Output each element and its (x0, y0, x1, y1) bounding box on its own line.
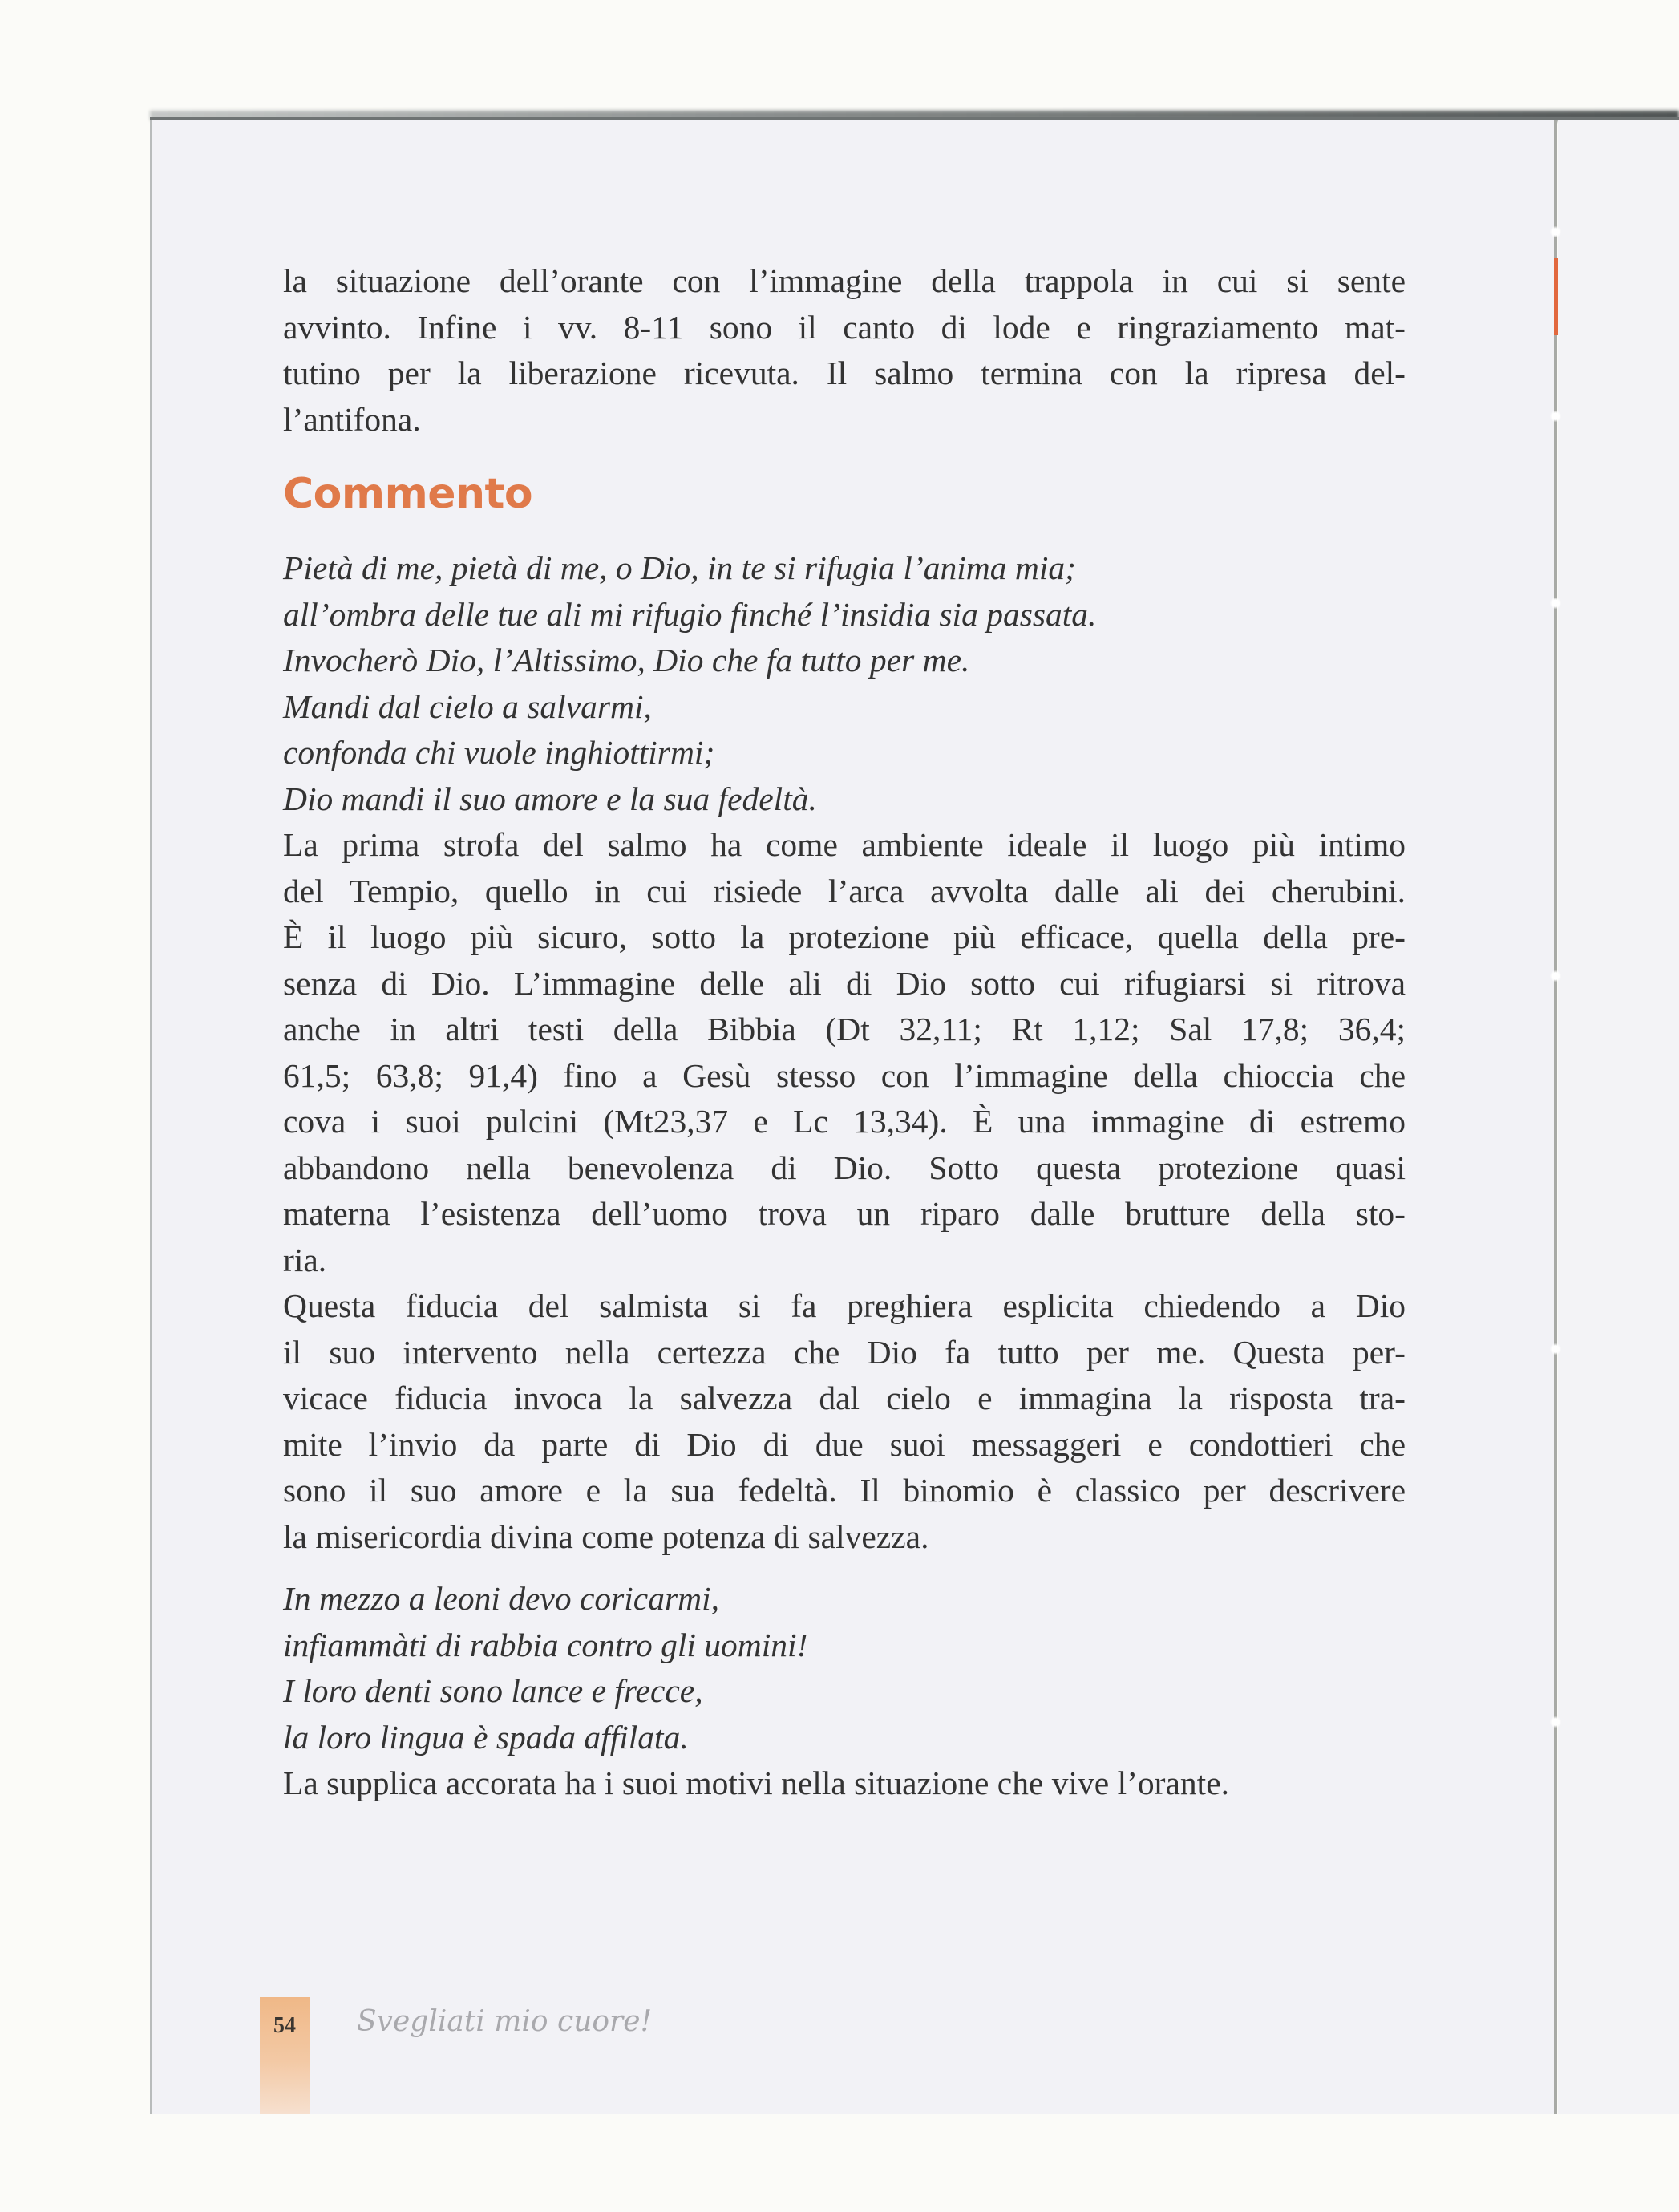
page-number: 54 (273, 2013, 296, 2038)
text-line: l’antifona. (283, 400, 421, 438)
commentary-paragraph (283, 1283, 1406, 1560)
spine-color-tab (1554, 258, 1558, 335)
text-line: del Tempio, quello in cui risiede l’arca avvolta dalle ali dei cherubini. (283, 872, 1406, 910)
verse-line: Mandi dal cielo a salvarmi, (283, 687, 652, 725)
text-line: abbandono nella benevolenza di Dio. Sotto questa protezione quasi (283, 1149, 1406, 1186)
verse-line: I loro denti sono lance e frecce, (283, 1672, 703, 1709)
text-line: tutino per la liberazione ricevuta. Il salmo termina con la ripresa del- (283, 354, 1406, 391)
text-line: mite l’invio da parte di Dio di due suoi messaggeri e condottieri che (283, 1425, 1406, 1463)
page-body (283, 258, 1406, 1807)
binding-stitch (1549, 411, 1562, 422)
commentary-paragraph (283, 1760, 1406, 1807)
text-line: il suo intervento nella certezza che Dio fa tutto per me. Questa per- (283, 1333, 1406, 1371)
verse-line: Invocherò Dio, l’Altissimo, Dio che fa tutto per me. (283, 642, 970, 679)
text-line: la misericordia divina come potenza di salvezza. (283, 1517, 929, 1555)
section-heading: Commento (283, 470, 533, 518)
text-line: sono il suo amore e la sua fedeltà. Il binomio è classico per descrivere (283, 1472, 1406, 1509)
commentary-paragraph (283, 822, 1406, 1283)
text-line: avvinto. Infine i vv. 8-11 sono il canto di lode e ringraziamento mat- (283, 308, 1406, 346)
text-line: Questa fiducia del salmista si fa preghiera esplicita chiedendo a Dio (283, 1287, 1406, 1324)
text-line: ria. (283, 1241, 327, 1278)
binding-stitch (1549, 1343, 1562, 1355)
binding-stitch (1549, 226, 1562, 237)
text-line: 61,5; 63,8; 91,4) fino a Gesù stesso con l’immagine della chioccia che (283, 1056, 1406, 1094)
verse-line: Pietà di me, pietà di me, o Dio, in te si rifugia l’anima mia; (283, 549, 1076, 586)
verse-line: Dio mandi il suo amore e la sua fedeltà. (283, 780, 817, 817)
paragraph-spacer (283, 1560, 1406, 1576)
verse-line: infiammàti di rabbia contro gli uomini! (283, 1626, 808, 1663)
text-line: materna l’esistenza dell’uomo trova un riparo dalle brutture della sto- (283, 1195, 1406, 1232)
verse-line: la loro lingua è spada affilata. (283, 1718, 689, 1756)
psalm-verse-block (283, 1576, 1406, 1760)
text-line: senza di Dio. L’immagine delle ali di Dio sotto cui rifugiarsi si ritrova (283, 964, 1406, 1002)
verse-line: confonda chi vuole inghiottirmi; (283, 734, 715, 771)
text-line: La supplica accorata ha i suoi motivi nella situazione che vive l’orante. (283, 1764, 1229, 1801)
binding-stitch (1549, 970, 1562, 982)
verse-line: In mezzo a leoni devo coricarmi, (283, 1580, 719, 1617)
binding-stitch (1549, 598, 1562, 609)
running-title: Svegliati mio cuore! (357, 2005, 653, 2038)
facing-page-edge (1558, 120, 1679, 2114)
verse-line: all’ombra delle tue ali mi rifugio finché l’insidia sia passata. (283, 595, 1097, 633)
intro-paragraph (283, 258, 1406, 443)
text-line: cova i suoi pulcini (Mt23,37 e Lc 13,34). È una immagine di estremo (283, 1103, 1406, 1140)
text-line: la situazione dell’orante con l’immagine della trappola in cui si sente (283, 262, 1406, 299)
top-page-edge (150, 117, 1679, 120)
psalm-verse-block (283, 545, 1406, 822)
text-line: È il luogo più sicuro, sotto la protezione più efficace, quella della pre- (283, 918, 1406, 955)
text-line: La prima strofa del salmo ha come ambiente ideale il luogo più intimo (283, 826, 1406, 863)
binding-stitch (1549, 1716, 1562, 1728)
text-line: vicace fiducia invoca la salvezza dal cielo e immagina la risposta tra- (283, 1379, 1406, 1416)
text-line: anche in altri testi della Bibbia (Dt 32,11; Rt 1,12; Sal 17,8; 36,4; (283, 1011, 1406, 1047)
